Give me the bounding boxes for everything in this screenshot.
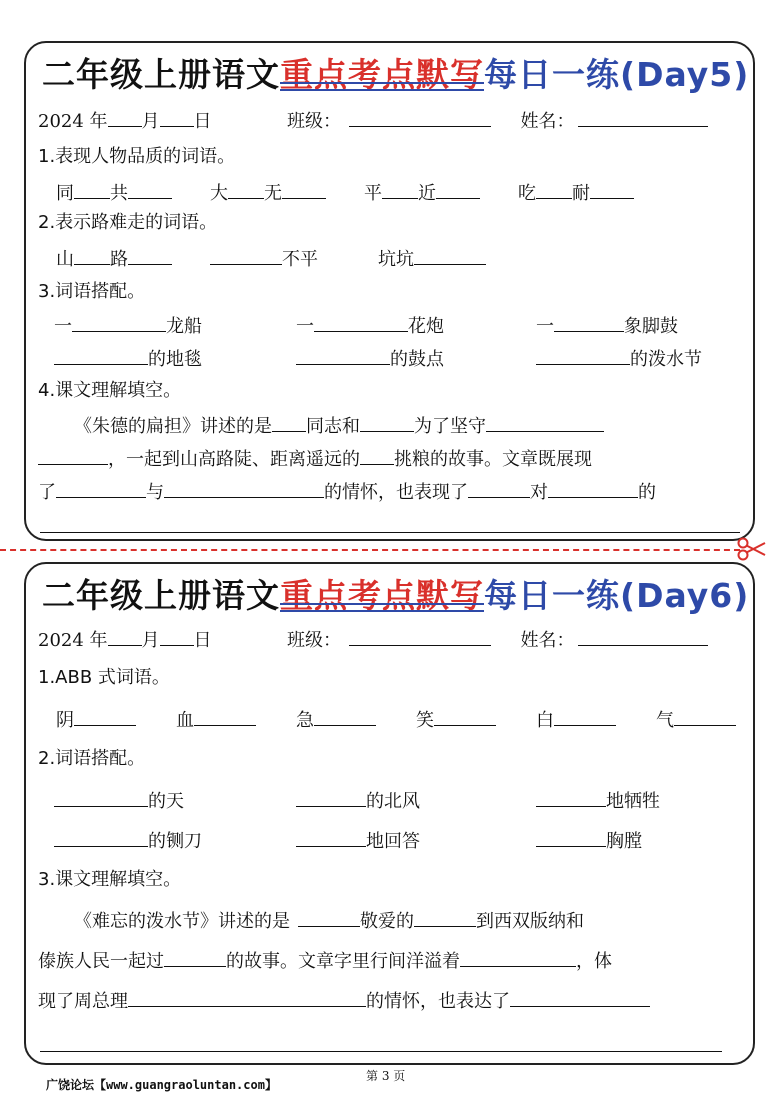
worksheet-title [42, 570, 750, 622]
fill-item: 阴 [56, 705, 136, 734]
month-blank[interactable] [108, 106, 142, 127]
fill-blank[interactable] [128, 986, 366, 1007]
fill-blank[interactable] [486, 411, 604, 432]
match-item: 一 花炮 [296, 311, 444, 340]
class-label: 班级： [287, 630, 341, 651]
fill-blank[interactable] [296, 344, 390, 365]
fill-blank[interactable] [128, 244, 172, 265]
char: 无 [264, 183, 282, 204]
class-blank[interactable] [349, 106, 491, 127]
match-item: 的地毯 [54, 344, 202, 373]
title-grade: 二年级上册语文 [42, 55, 280, 94]
section-heading: 1.表现人物品质的词语。 [38, 146, 236, 167]
fill-blank[interactable] [272, 411, 306, 432]
fill-blank[interactable] [554, 705, 616, 726]
match-item: 一 龙船 [54, 311, 202, 340]
match-item: 胸膛 [536, 826, 642, 855]
year-label: 2024 年 [38, 111, 108, 132]
fill-blank[interactable] [164, 946, 226, 967]
fill-blank[interactable] [468, 477, 530, 498]
char: 耐 [572, 183, 590, 204]
cut-line [0, 549, 740, 551]
passage-line: 《朱德的扁担》讲述的是 同志和 为了坚守 [74, 411, 604, 440]
passage-line: 了 与 的情怀，也表现了 对 的 [38, 477, 656, 506]
fill-blank[interactable] [282, 178, 326, 199]
fill-blank[interactable] [536, 178, 572, 199]
section-heading: 1.ABB 式词语。 [38, 667, 170, 688]
info-row [38, 625, 708, 654]
fill-blank[interactable] [314, 311, 408, 332]
fill-blank[interactable] [674, 705, 736, 726]
month-blank[interactable] [108, 625, 142, 646]
fill-blank[interactable] [510, 986, 650, 1007]
passage-line: 傣族人民一起过 的故事。文章字里行间洋溢着 ，体 [38, 946, 612, 975]
fill-blank[interactable] [128, 178, 172, 199]
fill-blank[interactable] [536, 826, 606, 847]
passage-line: ，一起到山高路陡、距离遥远的 挑粮的故事。文章既展现 [38, 444, 592, 473]
fill-blank[interactable] [590, 178, 634, 199]
char: 路 [110, 249, 128, 270]
char: 同 [56, 183, 74, 204]
fill-blank[interactable] [360, 411, 414, 432]
worksheet-day5 [24, 41, 755, 541]
year-label: 2024 年 [38, 630, 108, 651]
char: 共 [110, 183, 128, 204]
passage-line: 现了周总理 的情怀，也表达了 [38, 986, 650, 1015]
match-item: 的泼水节 [536, 344, 702, 373]
page-number: 第 3 页 [366, 1069, 406, 1083]
fill-blank[interactable] [54, 344, 148, 365]
title-day: 每日一练(Day5) [484, 55, 750, 94]
answer-line[interactable] [40, 1050, 722, 1052]
class-label: 班级： [287, 111, 341, 132]
section-heading: 3.课文理解填空。 [38, 869, 182, 890]
section-heading: 2.词语搭配。 [38, 748, 146, 769]
title-highlight: 重点考点默写 [280, 55, 484, 94]
name-label: 姓名： [520, 630, 575, 651]
day-label: 日 [193, 111, 212, 132]
worksheet-title [42, 49, 750, 101]
month-label: 月 [141, 111, 160, 132]
title-grade: 二年级上册语文 [42, 576, 280, 615]
fill-blank[interactable] [74, 705, 136, 726]
month-label: 月 [141, 630, 160, 651]
info-row [38, 106, 708, 135]
char: 不平 [282, 249, 318, 270]
day-blank[interactable] [160, 106, 194, 127]
title-highlight: 重点考点默写 [280, 576, 484, 615]
char: 山 [56, 249, 74, 270]
fill-blank[interactable] [74, 244, 110, 265]
match-item: 的北风 [296, 786, 420, 815]
match-item: 一 象脚鼓 [536, 311, 678, 340]
fill-blank[interactable] [164, 477, 324, 498]
char: 坑坑 [378, 249, 414, 270]
fill-blank[interactable] [382, 178, 418, 199]
fill-blank[interactable] [314, 705, 376, 726]
char: 吃 [518, 183, 536, 204]
fill-row [56, 244, 486, 273]
fill-blank[interactable] [298, 906, 360, 927]
section-heading: 4.课文理解填空。 [38, 380, 182, 401]
fill-blank[interactable] [548, 477, 638, 498]
fill-blank[interactable] [360, 444, 394, 465]
fill-item: 气 [656, 705, 736, 734]
fill-blank[interactable] [434, 705, 496, 726]
match-item: 的天 [54, 786, 184, 815]
fill-blank[interactable] [536, 344, 630, 365]
fill-blank[interactable] [54, 826, 148, 847]
char: 近 [418, 183, 436, 204]
fill-item: 白 [536, 705, 616, 734]
fill-blank[interactable] [228, 178, 264, 199]
match-item: 地回答 [296, 826, 420, 855]
fill-blank[interactable] [38, 444, 108, 465]
title-day: 每日一练(Day6) [484, 576, 750, 615]
worksheet-day6 [24, 562, 755, 1065]
fill-row [56, 178, 634, 207]
fill-blank[interactable] [54, 786, 148, 807]
passage-line: 《难忘的泼水节》讲述的是 敬爱的 到西双版纳和 [74, 906, 584, 935]
fill-blank[interactable] [460, 946, 576, 967]
fill-blank[interactable] [414, 906, 476, 927]
fill-item: 血 [176, 705, 256, 734]
source-credit: 广饶论坛【www.guangraoluntan.com】 [46, 1078, 277, 1092]
fill-item: 急 [296, 705, 376, 734]
day-blank[interactable] [160, 625, 194, 646]
fill-blank[interactable] [436, 178, 480, 199]
answer-line[interactable] [40, 531, 740, 533]
day-label: 日 [193, 630, 212, 651]
fill-item: 笑 [416, 705, 496, 734]
char: 大 [210, 183, 228, 204]
char: 平 [364, 183, 382, 204]
fill-blank[interactable] [72, 311, 166, 332]
fill-blank[interactable] [536, 786, 606, 807]
class-blank[interactable] [349, 625, 491, 646]
match-item: 的鼓点 [296, 344, 444, 373]
section-heading: 3.词语搭配。 [38, 281, 146, 302]
match-item: 的铡刀 [54, 826, 202, 855]
fill-blank[interactable] [296, 786, 366, 807]
fill-blank[interactable] [56, 477, 146, 498]
fill-blank[interactable] [414, 244, 486, 265]
fill-blank[interactable] [194, 705, 256, 726]
match-item: 地牺牲 [536, 786, 660, 815]
name-label: 姓名： [520, 111, 575, 132]
fill-blank[interactable] [74, 178, 110, 199]
fill-blank[interactable] [554, 311, 624, 332]
scissors-icon [737, 536, 767, 562]
fill-blank[interactable] [210, 244, 282, 265]
name-blank[interactable] [578, 106, 708, 127]
fill-blank[interactable] [296, 826, 366, 847]
name-blank[interactable] [578, 625, 708, 646]
section-heading: 2.表示路难走的词语。 [38, 212, 218, 233]
